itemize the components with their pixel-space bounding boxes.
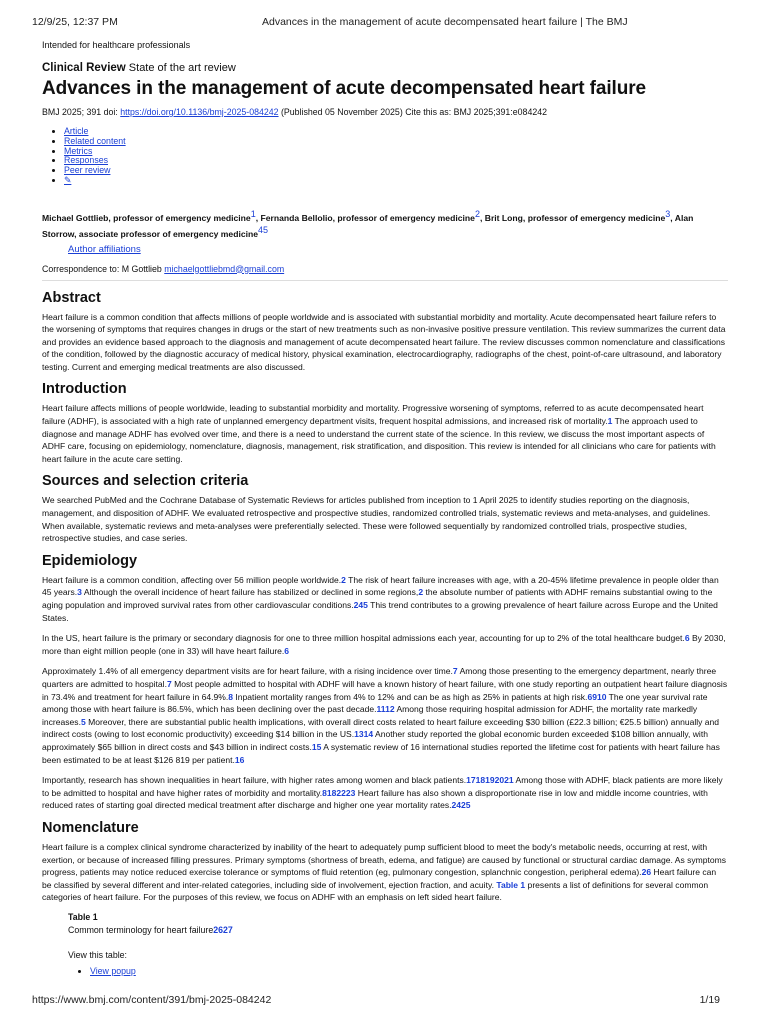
reference-link[interactable]: 1718192021: [466, 775, 514, 786]
citation: [42, 107, 728, 117]
article-type-line: [42, 62, 728, 74]
reference-link[interactable]: 2: [418, 587, 424, 598]
paragraph-text: the absolute number of patients with ADHF remains substantial owing to the aging population and improved survival rates from other cardiovascular conditions.: [42, 587, 713, 610]
paragraph-text: Heart failure affects millions of people worldwide, leading to substantial morbidity and mortality. Progressive worsening of symptoms, referred to as acute decompensated heart failure (ADHF), is associated with a high rate of unplanned emergency department visits, frequent hospital admissions, and increased risk of mortality.: [42, 403, 704, 427]
article-title: Advances in the management of acute decompensated heart failure: [42, 78, 646, 99]
nav-item-peer-review: [64, 166, 728, 176]
paragraph-text: We searched PubMed and the Cochrane Database of Systematic Reviews for articles published from inception to 1 April 2025 to identify studies reporting on the diagnosis, management, and disposition of ADHF. We evaluated retrospective and prospective studies, randomized controlled trials, systematic reviews and meta-analyses, and guidelines. When available, systematic reviews and meta-analyses were preferentially selected. These were followed sequentially by randomized controlled trials, prospective studies, retrospective studies, and case series.: [42, 495, 711, 544]
nav-item-article: [64, 127, 728, 137]
doi-link[interactable]: https://doi.org/10.1136/bmj-2025-084242: [120, 107, 279, 117]
reference-link[interactable]: 5: [80, 716, 86, 727]
paragraph-text: In the US, heart failure is the primary or secondary diagnosis for one to three million hospital admissions each year, accounting for up to 2% of the total healthcare budget.: [42, 633, 685, 644]
table-view-options: [90, 966, 728, 976]
paragraph-text: Although the overall incidence of heart failure has stabilized or declined in some regions,: [81, 587, 419, 598]
body-paragraph: [42, 665, 728, 766]
reference-link[interactable]: 6910: [587, 691, 607, 702]
body-paragraph: [42, 311, 728, 374]
nav-item-related: [64, 137, 728, 147]
correspondence: [42, 264, 728, 274]
author-affiliation-ref[interactable]: 45: [258, 224, 269, 235]
paragraph-text: Among those requiring hospital admission for ADHF, the mortality rate markedly increases.: [42, 704, 698, 727]
nav-item-metrics: [64, 147, 728, 157]
view-table-label: View this table:: [68, 949, 128, 960]
respond-edit-icon[interactable]: ✎: [64, 174, 72, 185]
article: [42, 40, 728, 976]
paragraph-text: Among those presenting to the emergency department, nearly three quarters are admitted to hospital.: [42, 666, 717, 689]
section-heading: Sources and selection criteria: [42, 473, 249, 490]
nav-link-metrics[interactable]: Metrics: [64, 145, 93, 156]
author-affiliation-ref[interactable]: 3: [665, 208, 671, 219]
body-paragraph: [42, 774, 728, 812]
paragraph-text: Heart failure is a complex clinical syndrome characterized by inability of the heart to adequately pump sufficient blood to meet the body's metabolic needs, occurring at rest, with exertion, or because of increased filling pressures. Primary symptoms (shortness of breath, edema, and fatigue) are caused by functional or structural cardiac damage. As symptoms progress, patients may notice reduced exercise tolerance or symptoms of fluid retention (eg, pulmonary congestion, splanchnic congestion, peripheral edema).: [42, 841, 727, 878]
nav-item-respond: [64, 176, 728, 186]
reference-link[interactable]: 6: [284, 645, 290, 656]
article-nav: [64, 127, 728, 186]
divider: [42, 280, 728, 281]
print-datetime: 12/9/25, 12:37 PM: [32, 16, 118, 28]
audience-notice: Intended for healthcare professionals: [42, 40, 191, 50]
author-list: [42, 208, 728, 240]
article-type: Clinical Review: [42, 62, 126, 74]
author-separator: ,: [670, 212, 675, 223]
paragraph-text: presents a list of definitions for several common categories of heart failure. For the purposes of this review, we focus on ADHF with an emphasis on left sided heart failure.: [42, 879, 709, 903]
paragraph-text: Most people admitted to hospital with ADHF will have a known history of heart failure, with one study reporting an outpatient heart failure diagnosis in 73.4% and treatment for heart failure in 64.9%.: [42, 678, 728, 702]
correspondence-label: Correspondence to: M Gottlieb: [42, 263, 165, 274]
paragraph-text: Heart failure is a common condition, affecting over 56 million people worldwide.: [42, 574, 342, 585]
paragraph-text: The one year survival rate among those with heart failure is 86.5%, which has been declining over the past decade.: [42, 691, 708, 715]
paragraph-text: The risk of heart failure increases with age, with a 20-45% lifetime prevalence in people older than 45 years.: [42, 574, 719, 598]
print-url: https://www.bmj.com/content/391/bmj-2025-084242: [32, 994, 272, 1006]
table-caption-text: Common terminology for heart failure: [68, 924, 214, 935]
reference-link[interactable]: 8: [228, 691, 234, 702]
print-page-number: 1/19: [699, 994, 720, 1006]
article-body: [42, 290, 728, 904]
reference-link[interactable]: 26: [641, 867, 652, 878]
print-page-title: Advances in the management of acute decompensated heart failure | The BMJ: [262, 16, 628, 28]
author-affiliation-ref[interactable]: 1: [250, 208, 256, 219]
author-affiliation-ref[interactable]: 2: [474, 208, 480, 219]
paragraph-text: Another study reported the global economic burden exceeded $108 billion annually, with approximately $65 billion in direct costs and $43 billion in indirect costs.: [42, 729, 708, 752]
body-paragraph: [42, 402, 728, 465]
table-title: Table 1: [68, 911, 98, 922]
reference-link[interactable]: 1: [607, 416, 613, 427]
paragraph-text: Heart failure is a common condition that affects millions of people worldwide and is associated with substantial morbidity and mortality. Acute decompensated heart failure refers to the worsening of symptoms that requires changes in drugs or the start of new treatments such as non-invasive positive pressure ventilation. This review summarizes the current data and provides an evidence based approach to the diagnosis and management of acute decompensated heart failure. The review discusses common nomenclature and classifications of the condition, followed by the diagnostic accuracy of medical history, physical examination, electrocardiography, radiographs of the chest, point-of-care ultrasound, and laboratory testing. Current and emerging medical treatments are also discussed.: [42, 311, 726, 372]
body-paragraph: [42, 841, 728, 904]
article-subtype: State of the art review: [128, 62, 236, 74]
reference-link[interactable]: 16: [234, 754, 245, 765]
nav-link-article[interactable]: Article: [64, 126, 89, 136]
section-heading: Introduction: [42, 381, 127, 398]
reference-link[interactable]: 2425: [451, 800, 471, 811]
nav-item-responses: [64, 156, 728, 166]
citation-suffix: (Published 05 November 2025) Cite this as: BMJ 2025;391:e084242: [278, 107, 548, 117]
author-name: Fernanda Bellolio, professor of emergency medicine: [260, 212, 475, 223]
reference-link[interactable]: 1314: [354, 729, 374, 740]
paragraph-text: Heart failure has also shown a disproportionate rise in low and middle income countries, with reduced rates of starting goal directed medical treatment after discharge and higher one year mortality rates.: [42, 787, 708, 811]
section-heading: Epidemiology: [42, 552, 138, 569]
author-name: Michael Gottlieb, professor of emergency medicine: [42, 212, 251, 223]
paragraph-text: A systematic review of 16 international studies reported the lifetime cost for patients with heart failure has been estimated to be at least $126 819 per patient.: [42, 741, 720, 765]
section-heading: Abstract: [42, 289, 101, 306]
reference-link[interactable]: 245: [353, 600, 368, 610]
reference-link[interactable]: 6: [684, 633, 690, 644]
body-paragraph: [42, 494, 728, 544]
citation-prefix: BMJ 2025; 391 doi:: [42, 107, 121, 117]
paragraph-text: By 2030, more than eight million people (one in 33) will have heart failure.: [42, 633, 726, 656]
reference-link[interactable]: Table 1: [496, 879, 526, 890]
reference-link[interactable]: 3: [77, 587, 82, 598]
table-caption-ref[interactable]: 2627: [213, 924, 233, 935]
author-name: Brit Long, professor of emergency medicine: [484, 212, 666, 223]
nav-link-responses[interactable]: Responses: [64, 155, 109, 166]
reference-link[interactable]: 2: [341, 574, 346, 585]
reference-link[interactable]: 15: [311, 741, 322, 752]
reference-link[interactable]: 8182223: [322, 787, 356, 798]
view-popup-link[interactable]: View popup: [90, 965, 136, 976]
paragraph-text: Inpatient mortality ranges from 4% to 12% and can be as high as 25% in patients at high risk.: [233, 691, 588, 702]
nav-link-peer-review[interactable]: Peer review: [64, 165, 111, 176]
paragraph-text: Importantly, research has shown inequalities in heart failure, with higher rates among women and black patients.: [42, 775, 467, 786]
author-affiliations-link[interactable]: Author affiliations: [68, 243, 141, 255]
paragraph-text: This trend contributes to a growing prevalence of heart failure across Europe and the United States.: [42, 600, 718, 623]
affiliations: [68, 244, 728, 255]
author-separator: ,: [255, 212, 261, 223]
paragraph-text: Moreover, there are substantial public health implications, with overall direct costs related to heart failure exceeding $30 billion (£22.3 billion; €25.5 billion) annually and indirect costs (owing to lost economic productivity) exceeding $14 billion in the US.: [42, 716, 720, 740]
paragraph-text: Approximately 1.4% of all emergency department visits are for heart failure, with a rising incidence over time.: [42, 666, 453, 677]
reference-link[interactable]: 1112: [376, 704, 395, 715]
correspondence-email-link[interactable]: michaelgottliebmd@gmail.com: [164, 263, 285, 274]
paragraph-text: The approach used to diagnose and manage ADHF has evolved over time, and there is a need to understand the current state of the science. In this review, we discuss the most important aspects of ADHF care, focusing on epidemiology, nomenclature, diagnosis, management, risk stratification, and disposition. This review is intended for all clinicians who care for patients with heart failure in the acute care setting.: [42, 416, 716, 464]
reference-link[interactable]: 7: [452, 666, 458, 677]
paragraph-text: Heart failure can be classified by several different and inter-related categories, including side of involvement, ejection fraction, and acuity.: [42, 867, 717, 890]
nav-link-related-content[interactable]: Related content: [64, 135, 126, 146]
section-heading: Nomenclature: [42, 819, 139, 836]
reference-link[interactable]: 7: [166, 678, 172, 689]
body-paragraph: [42, 574, 728, 624]
body-paragraph: [42, 632, 728, 657]
paragraph-text: Among those with ADHF, black patients are more likely to be admitted to hospital and have higher rates of morbidity and mortality.: [42, 775, 723, 798]
table-caption: [68, 925, 728, 935]
table-1-box: [68, 912, 728, 976]
author-name: Alan Storrow, associate professor of emergency medicine: [42, 212, 694, 239]
table-view-option: [90, 966, 728, 976]
author-separator: ,: [479, 212, 485, 223]
